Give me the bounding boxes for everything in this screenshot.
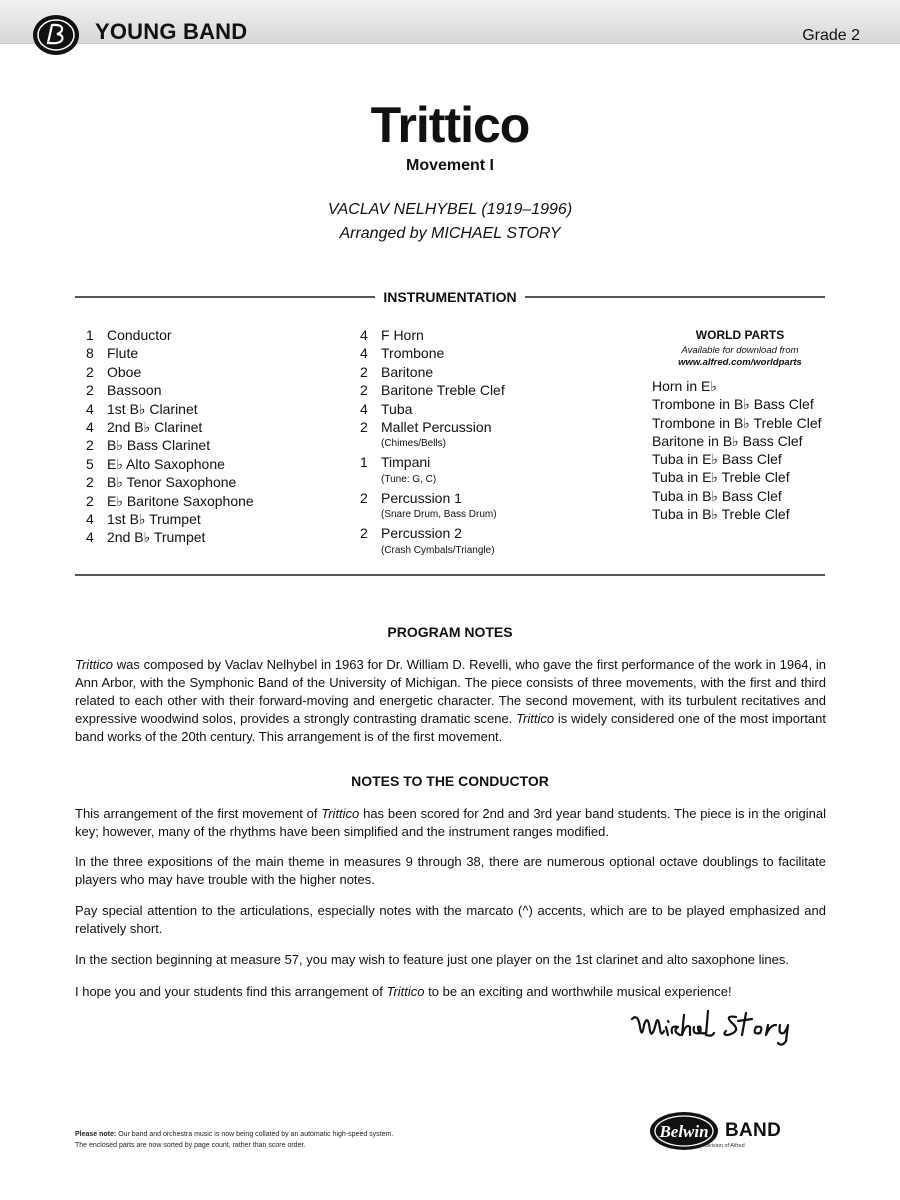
- instrument-name: E♭ Alto Saxophone: [107, 455, 225, 472]
- instrument-qty: 4: [360, 345, 368, 362]
- instrument-item: [360, 524, 505, 559]
- instrument-name: Tuba: [381, 400, 413, 417]
- instrument-item: [360, 453, 505, 488]
- world-part-item: Tuba in B♭ Treble Clef: [652, 506, 790, 523]
- world-part-item: Trombone in B♭ Treble Clef: [652, 414, 822, 431]
- instrument-name: 2nd B♭ Clarinet: [107, 419, 203, 436]
- instrument-qty: 2: [360, 419, 368, 436]
- instrument-name: 2nd B♭ Trumpet: [107, 529, 206, 546]
- instrument-name: Percussion 2 (Crash Cymbals/Triangle): [381, 525, 495, 556]
- instrument-qty: 2: [86, 363, 94, 380]
- conductor-notes-heading: NOTES TO THE CONDUCTOR: [351, 773, 549, 789]
- composer-credit: VACLAV NELHYBEL (1919–1996): [327, 201, 573, 218]
- instrument-name: B♭ Tenor Saxophone: [107, 474, 237, 491]
- instrument-note: (Chimes/Bells): [381, 438, 447, 450]
- instrument-item: [360, 363, 505, 381]
- signature-image: [628, 1005, 828, 1049]
- instrument-item: [360, 344, 505, 362]
- instrument-note: (Tune: G, C): [381, 473, 437, 485]
- world-part-item: Tuba in E♭ Bass Clef: [652, 451, 782, 468]
- instrument-qty: 1: [360, 454, 368, 471]
- divider-bottom: [75, 574, 825, 576]
- instrument-name: Baritone Treble Clef: [381, 382, 505, 399]
- svg-text:Belwin: Belwin: [659, 1122, 709, 1141]
- instrument-name: Flute: [107, 345, 139, 362]
- instrument-name: Percussion 1 (Snare Drum, Bass Drum): [381, 489, 497, 521]
- instrument-name: F Horn: [381, 327, 424, 343]
- conductor-notes-p3: Pay special attention to the articulations, especially notes with the marcato (^) accents, which are to be played emphasized and relatively short.: [75, 903, 826, 936]
- conductor-notes-p5: I hope you and your students find this arrangement of Trittico to be an exciting and worthwhile musical experience!: [75, 984, 732, 999]
- world-part-item: Horn in E♭: [652, 378, 717, 394]
- world-part-item: Trombone in B♭ Bass Clef: [652, 396, 814, 413]
- conductor-notes-p4: In the section beginning at measure 57, you may wish to feature just one player on the 1st clarinet and alto saxophone lines.: [75, 952, 789, 967]
- instrument-qty: 4: [86, 400, 94, 417]
- instrument-item: [86, 326, 254, 344]
- instrument-item: [86, 344, 254, 362]
- movement-subtitle: Movement I: [405, 157, 494, 174]
- world-parts-list: [652, 377, 822, 523]
- instrument-name: E♭ Baritone Saxophone: [107, 492, 254, 509]
- conductor-notes-p1: This arrangement of the first movement of Trittico has been scored for 2nd and 3rd year band students. The piece is in the original key; however, many of the rhythms have been simplified and the instrument ranges modified.: [75, 806, 827, 839]
- instrument-name: Baritone: [381, 363, 434, 380]
- world-part-item: Baritone in B♭ Bass Clef: [652, 432, 803, 449]
- collation-note: Please note: Our band and orchestra music is now being collated by an automatic high-speed system. The enclosed parts are now sorted by page count, rather than score order.: [75, 1131, 394, 1149]
- instrument-qty: 2: [86, 437, 94, 454]
- instrument-qty: 1: [86, 327, 94, 343]
- belwin-division-label: a division of Alfred: [700, 1143, 745, 1149]
- instrument-qty: 2: [360, 525, 368, 542]
- instrument-name: Conductor: [107, 327, 172, 343]
- instrument-qty: 2: [86, 492, 94, 509]
- world-parts-url[interactable]: www.alfred.com/worldparts: [678, 357, 802, 368]
- instrument-name: Mallet Percussion (Chimes/Bells): [381, 419, 492, 450]
- program-notes-heading: PROGRAM NOTES: [387, 624, 513, 640]
- instrument-item: [86, 473, 254, 491]
- instrument-item: [86, 528, 254, 546]
- instrument-item: [86, 510, 254, 528]
- instrumentation-heading: INSTRUMENTATION: [0, 289, 900, 307]
- belwin-band-label: BAND: [725, 1120, 782, 1141]
- program-notes-text: Trittico was composed by Vaclav Nelhybel in 1963 for Dr. William D. Revelli, who gave the first performance of the work in 1964, in Ann Arbor, with the Symphonic Band of the University of Michigan. The piece consists of three movements, with the first and third related to each other with their forward-moving and energetic character. The second movement, with its turbulent recitatives and expressive woodwind solos, provides a strongly contrasting dramatic scene. Trittico is widely considered one of the most important band works of the 20th century. This arrangement is of the first movement.: [75, 657, 827, 744]
- instrument-item: [86, 455, 254, 473]
- instrument-name: Bassoon: [107, 382, 162, 399]
- belwin-b-logo-icon: [31, 12, 81, 58]
- instrument-list-col2: [360, 326, 505, 560]
- instrument-qty: 8: [86, 345, 94, 362]
- world-part-item: Tuba in E♭ Treble Clef: [652, 469, 790, 486]
- instrument-qty: 4: [360, 400, 368, 417]
- instrument-name: B♭ Bass Clarinet: [107, 437, 211, 454]
- instrument-item: [86, 381, 254, 399]
- instrument-qty: 4: [86, 529, 94, 546]
- instrument-name: Timpani (Tune: G, C): [381, 454, 437, 485]
- instrument-qty: 5: [86, 455, 94, 472]
- world-parts-title: WORLD PARTS: [695, 328, 785, 342]
- instrument-qty: 2: [360, 363, 368, 380]
- instrument-qty: 2: [360, 489, 368, 506]
- instrument-qty: 2: [86, 474, 94, 491]
- instrument-item: [360, 418, 505, 453]
- conductor-notes-p2: In the three expositions of the main theme in measures 9 through 38, there are numerous optional octave doublings to facilitate players who may have trouble with the higher notes.: [75, 854, 826, 887]
- instrument-item: [360, 381, 505, 399]
- world-part-item: Tuba in B♭ Bass Clef: [652, 487, 782, 504]
- instrument-name: 1st B♭ Clarinet: [107, 400, 198, 417]
- instrument-qty: 4: [360, 327, 368, 343]
- instrument-name: Trombone: [381, 345, 445, 362]
- instrument-name: Oboe: [107, 363, 142, 380]
- instrument-item: [86, 363, 254, 381]
- instrument-note: (Snare Drum, Bass Drum): [381, 509, 497, 521]
- instrument-qty: 4: [86, 419, 94, 436]
- instrument-qty: 2: [360, 382, 368, 399]
- arranger-credit: Arranged by MICHAEL STORY: [339, 225, 561, 242]
- grade-label: Grade 2: [802, 27, 860, 44]
- instrument-item: [86, 418, 254, 436]
- instrument-qty: 2: [86, 382, 94, 399]
- instrument-item: [86, 400, 254, 418]
- instrument-item: [86, 492, 254, 510]
- instrument-note: (Crash Cymbals/Triangle): [381, 544, 495, 556]
- instrument-qty: 4: [86, 511, 94, 528]
- brand-title: YOUNG BAND: [95, 19, 248, 44]
- world-parts-available: Available for download from: [681, 345, 799, 356]
- instrument-item: [86, 436, 254, 454]
- instrument-item: [360, 400, 505, 418]
- instrument-item: [360, 326, 505, 344]
- instrument-name: 1st B♭ Trumpet: [107, 511, 201, 528]
- instrument-item: [360, 489, 505, 524]
- instrument-list-col1: [86, 326, 254, 547]
- piece-title: Trittico: [370, 97, 530, 153]
